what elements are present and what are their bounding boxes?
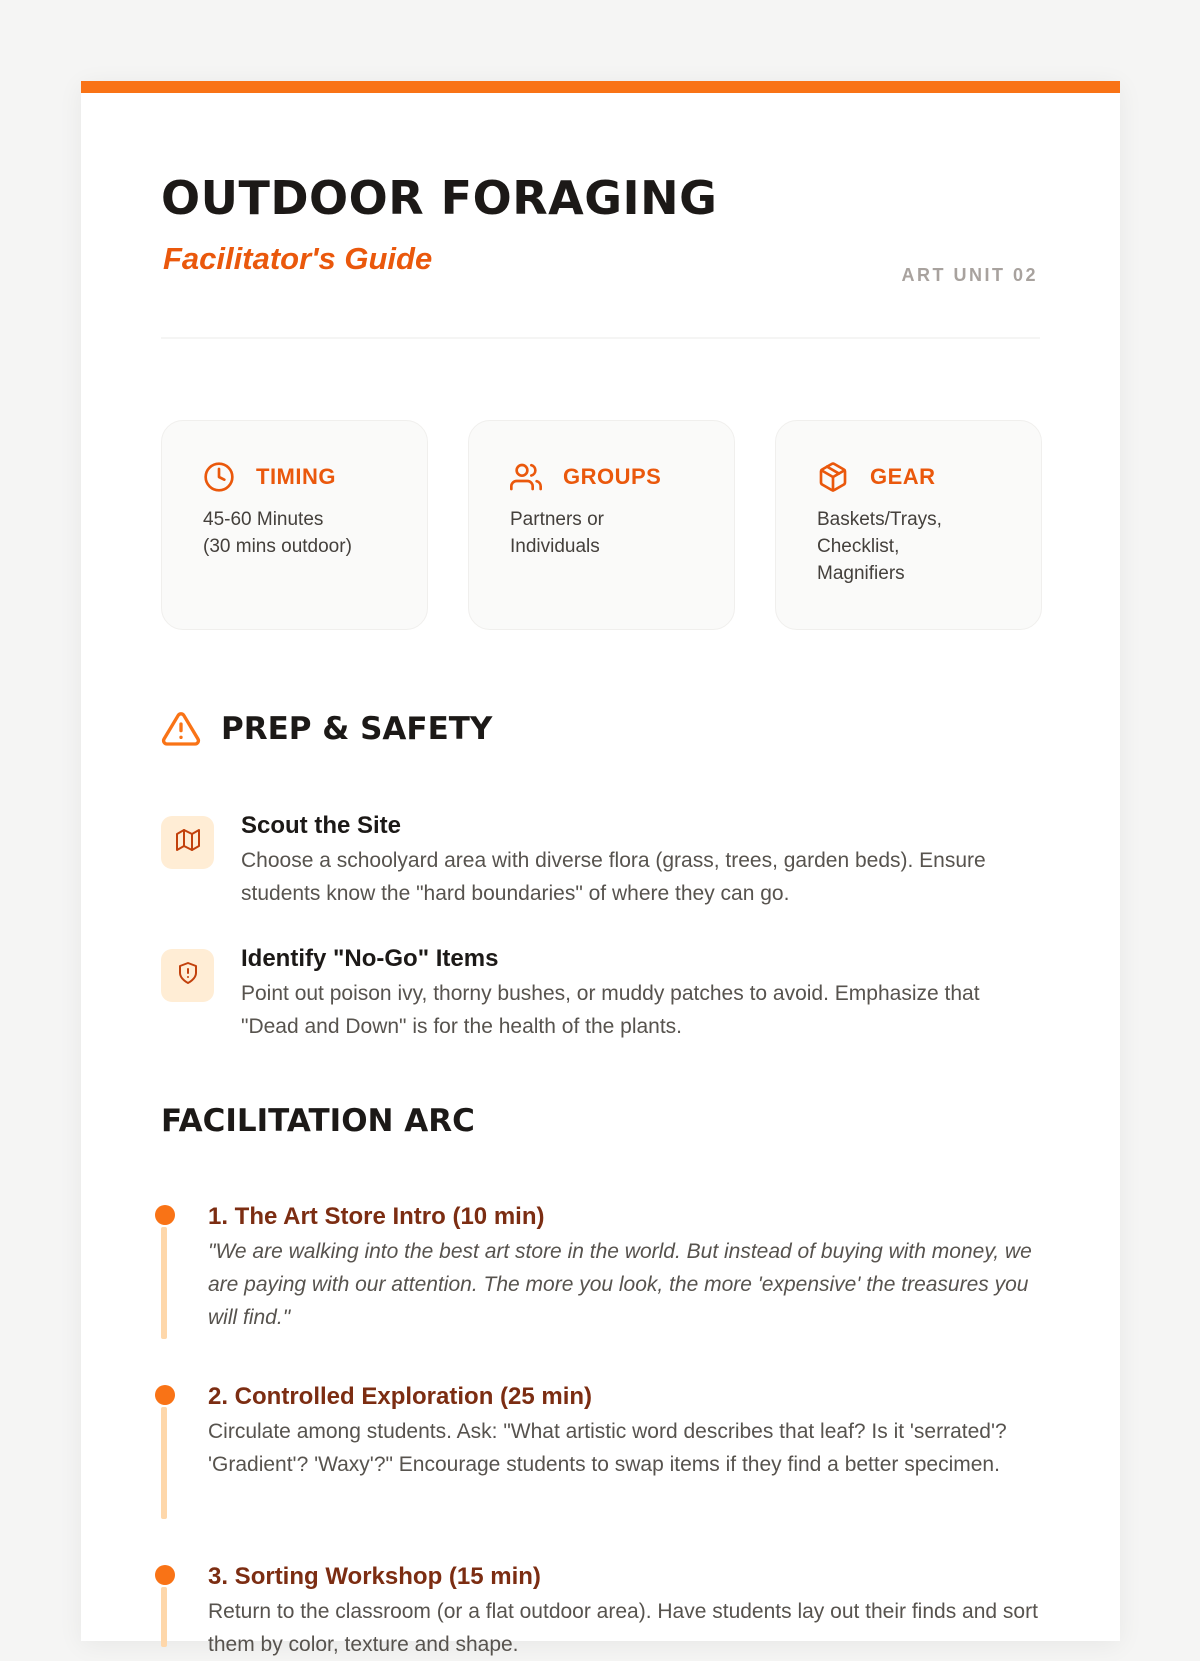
step-description: "We are walking into the best art store in the world. But instead of buying with money, we are paying with our attention. The more you look, the more 'expensive' the treasures you will find." xyxy=(208,1240,1032,1329)
info-text xyxy=(817,506,1021,587)
step-description: Circulate among students. Ask: "What artistic word describes that leaf? Is it 'serrated'? 'Gradient'? 'Waxy'?" Encourage students to swap items if they find a better specimen. xyxy=(208,1420,1007,1476)
timeline-line xyxy=(161,1227,167,1339)
prep-section-title-text: PREP & SAFETY xyxy=(221,711,493,747)
prep-item-badge xyxy=(161,949,214,1002)
prep-item-description: Choose a schoolyard area with diverse flora (grass, trees, garden beds). Ensure students know the "hard boundaries" of where they can go. xyxy=(241,849,986,905)
info-card-groups xyxy=(468,420,735,630)
step-description: Return to the classroom (or a flat outdoor area). Have students lay out their finds and sort them by color, texture and shape. xyxy=(208,1600,1038,1656)
step-heading: 1. The Art Store Intro (10 min) xyxy=(208,1203,545,1230)
clock-icon xyxy=(203,461,235,493)
step-heading: 3. Sorting Workshop (15 min) xyxy=(208,1563,541,1590)
step-heading: 2. Controlled Exploration (25 min) xyxy=(208,1383,593,1410)
page-subtitle: Facilitator's Guide xyxy=(163,241,433,276)
guide-card xyxy=(81,81,1120,1656)
info-label: GEAR xyxy=(870,464,936,489)
info-text xyxy=(510,506,714,560)
prep-item-badge xyxy=(161,816,214,869)
info-text-line: (30 mins outdoor) xyxy=(203,536,352,557)
warning-triangle-icon xyxy=(161,709,201,749)
info-text-line: Individuals xyxy=(510,536,600,557)
prep-section-title xyxy=(161,709,492,749)
info-text-line: Baskets/Trays, xyxy=(817,509,942,530)
timeline-dot xyxy=(155,1205,175,1225)
info-cards xyxy=(161,420,1040,630)
arc-section-title: FACILITATION ARC xyxy=(161,1103,475,1139)
info-label: GROUPS xyxy=(563,464,662,489)
unit-code: ART UNIT 02 xyxy=(901,265,1038,285)
timeline-line xyxy=(161,1587,167,1647)
timeline-dot xyxy=(155,1385,175,1405)
info-text-line: Partners or xyxy=(510,509,604,530)
users-icon xyxy=(510,461,542,493)
info-label: TIMING xyxy=(256,464,336,489)
package-icon xyxy=(817,461,849,493)
timeline-dot xyxy=(155,1565,175,1585)
info-text-line: Magnifiers xyxy=(817,563,905,584)
info-text-line: 45-60 Minutes xyxy=(203,509,324,530)
info-card-timing xyxy=(161,420,428,630)
prep-item-description: Point out poison ivy, thorny bushes, or muddy patches to avoid. Emphasize that "Dead and Down" is for the health of the plants. xyxy=(241,982,980,1038)
timeline-line xyxy=(161,1407,167,1519)
info-text xyxy=(203,506,407,560)
prep-item-heading: Identify "No-Go" Items xyxy=(241,945,499,972)
shield-alert-icon xyxy=(176,961,200,990)
header-divider xyxy=(161,337,1040,339)
info-card-gear xyxy=(775,420,1042,630)
info-text-line: Checklist, xyxy=(817,536,900,557)
map-icon xyxy=(176,828,200,857)
prep-item-heading: Scout the Site xyxy=(241,812,402,839)
page-title: OUTDOOR FORAGING xyxy=(161,171,718,225)
